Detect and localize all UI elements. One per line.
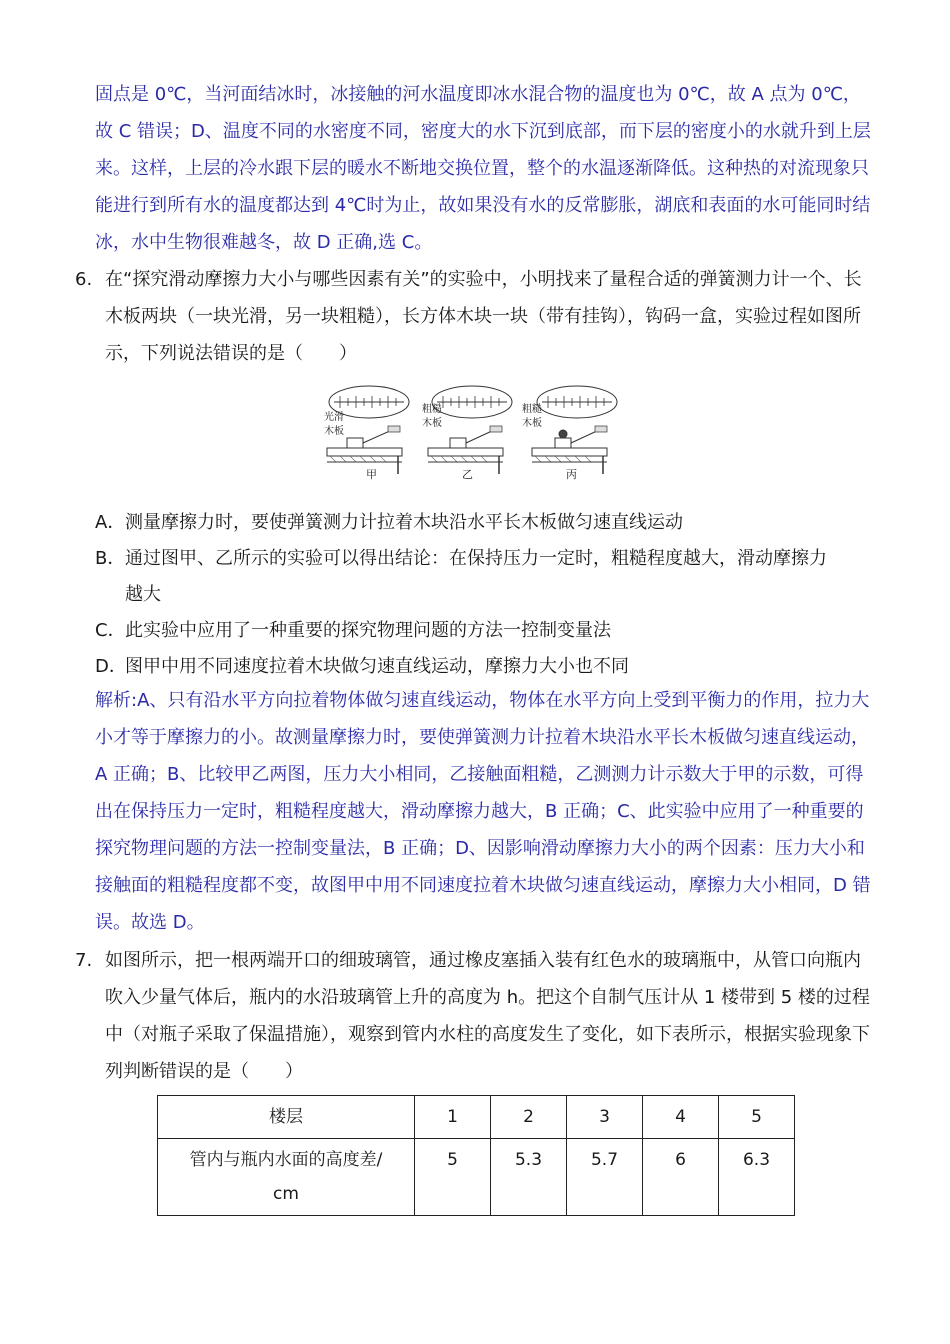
option-text: 通过图甲、乙所示的实验可以得出结论：在保持压力一定时，粗糙程度越大，滑动摩擦力	[125, 548, 827, 569]
option-letter: A．	[95, 512, 126, 533]
q5-explanation-tail: 固点是 0℃，当河面结冰时，冰接触的河水温度即冰水混合物的温度也为 0℃，故 A 点为 0℃，故 C 错误；D、温度不同的水密度不同，密度大的水下沉到底部，而下层的密度小的水就升到上层来。这样，上层的冷水跟下层的暖水不断地交换位置，整个的水温逐渐降低。这种热的对流现象只能进行到所有水的温度都达到 4℃时为止，故如果没有水的反常膨胀，湖底和表面的水可能同时结冰，水中生物很难越冬，故 D 正确,选 C。	[95, 84, 871, 253]
panel-yi-label-2: 木板	[422, 418, 442, 429]
panel-yi-caption: 乙	[462, 468, 473, 481]
table-header-height-line1: 管内与瓶内水面的高度差/	[189, 1150, 383, 1170]
panel-bing-label-1: 粗糙	[522, 404, 542, 415]
q6-option-d	[95, 649, 875, 685]
q7-data-table	[157, 1095, 795, 1216]
table-cell: 4	[643, 1096, 719, 1139]
q6-stem: 在“探究滑动摩擦力大小与哪些因素有关”的实验中，小明找来了量程合适的弹簧测力计一个、长木板两块（一块光滑，另一块粗糙），长方体木块一块（带有挂钩），钩码一盒，实验过程如图所示，下列说法错误的是（ ）	[105, 269, 862, 364]
table-cell: 6.3	[719, 1139, 795, 1216]
panel-jia-label-2: 木板	[324, 426, 344, 437]
table-header-floor: 楼层	[158, 1096, 415, 1139]
q6-option-c	[95, 613, 875, 649]
option-text: 测量摩擦力时，要使弹簧测力计拉着木块沿水平长木板做匀速直线运动	[125, 512, 683, 533]
q6-explanation: 解析:A、只有沿水平方向拉着物体做匀速直线运动，物体在水平方向上受到平衡力的作用，拉力大小才等于摩擦力的小。故测量摩擦力时，要使弹簧测力计拉着木块沿水平长木板做匀速直线运动，A 正确；B、比较甲乙两图，压力大小相同，乙接触面粗糙，乙测测力计示数大于甲的示数，可得出在保持压力一定时，粗糙程度越大，滑动摩擦力越大，B 正确；C、此实验中应用了一种重要的探究物理问题的方法一控制变量法，B 正确；D、因影响滑动摩擦力大小的两个因素：压力大小和接触面的粗糙程度都不变，故图甲中用不同速度拉着木块做匀速直线运动，摩擦力大小相同，D 错误。故选 D。	[95, 690, 871, 933]
table-cell: 3	[567, 1096, 643, 1139]
q6-option-b-cont: 越大	[125, 584, 161, 605]
table-cell: 6	[643, 1139, 719, 1216]
q6-option-b	[95, 541, 875, 577]
panel-yi-label-1: 粗糙	[422, 404, 442, 415]
table-row	[158, 1096, 795, 1139]
table-header-height	[158, 1139, 415, 1216]
table-row	[158, 1139, 795, 1216]
q7-stem: 如图所示，把一根两端开口的细玻璃管，通过橡皮塞插入装有红色水的玻璃瓶中，从管口向瓶内吹入少量气体后，瓶内的水沿玻璃管上升的高度为 h。把这个自制气压计从 1 楼带到 5 楼的过程中（对瓶子采取了保温措施），观察到管内水柱的高度发生了变化，如下表所示，根据实验现象下列判断错误的是（ ）	[105, 950, 870, 1082]
table-cell: 2	[491, 1096, 567, 1139]
figure-panel-bing	[522, 386, 617, 481]
q6-figure	[322, 382, 630, 482]
q7-number: 7.	[75, 950, 93, 971]
option-text: 图甲中用不同速度拉着木块做匀速直线运动，摩擦力大小也不同	[125, 656, 629, 677]
option-text: 此实验中应用了一种重要的探究物理问题的方法一控制变量法	[125, 620, 611, 641]
q6-number: 6.	[75, 269, 93, 290]
option-letter: C．	[95, 620, 126, 641]
panel-bing-caption: 丙	[566, 468, 577, 481]
table-cell: 5.3	[491, 1139, 567, 1216]
table-cell: 5	[719, 1096, 795, 1139]
table-cell: 5.7	[567, 1139, 643, 1216]
panel-bing-label-2: 木板	[522, 418, 542, 429]
q6-option-a	[95, 505, 875, 541]
figure-panel-jia	[324, 386, 409, 481]
table-cell: 1	[415, 1096, 491, 1139]
panel-jia-label-1: 光滑	[324, 412, 344, 423]
table-cell: 5	[415, 1139, 491, 1216]
option-letter: D．	[95, 656, 127, 677]
table-header-height-line2: cm	[273, 1184, 299, 1204]
figure-panel-yi	[422, 386, 512, 481]
panel-jia-caption: 甲	[366, 468, 377, 481]
option-letter: B．	[95, 548, 126, 569]
